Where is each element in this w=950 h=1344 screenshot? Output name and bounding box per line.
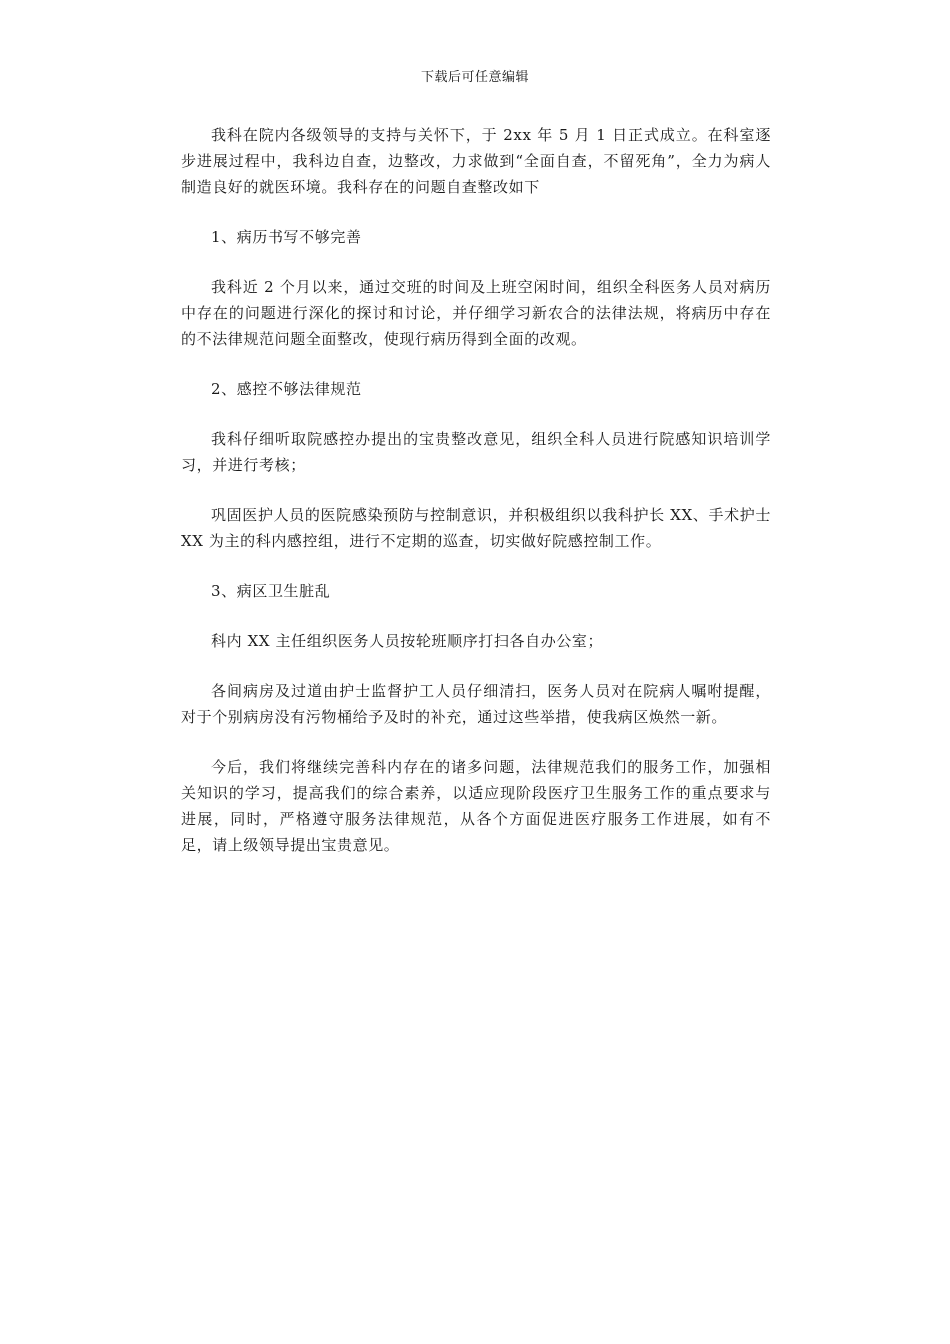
section-2-paragraph: 我科仔细听取院感控办提出的宝贵整改意见，组织全科人员进行院感知识培训学习，并进行考核；	[181, 430, 771, 474]
section-heading-2: 2、感控不够法律规范	[211, 380, 362, 398]
conclusion-paragraph: 今后，我们将继续完善科内存在的诸多问题，法律规范我们的服务工作，加强相关知识的学习，提高我们的综合素养，以适应现阶段医疗卫生服务工作的重点要求与进展，同时，严格遵守服务法律规范，从各个方面促进医疗服务工作进展，如有不足，请上级领导提出宝贵意见。	[181, 758, 771, 854]
section-3-paragraph: 科内 XX 主任组织医务人员按轮班顺序打扫各自办公室；	[211, 632, 604, 650]
section-1-paragraph: 我科近 2 个月以来，通过交班的时间及上班空闲时间，组织全科医务人员对病历中存在的问题进行深化的探讨和讨论，并仔细学习新农合的法律法规，将病历中存在的不法律规范问题全面整改，使现行病历得到全面的改观。	[181, 278, 771, 348]
section-2-paragraph: 巩固医护人员的医院感染预防与控制意识，并积极组织以我科护长 XX、手术护士 XX 为主的科内感控组，进行不定期的巡查，切实做好院感控制工作。	[181, 506, 771, 550]
section-heading-1: 1、病历书写不够完善	[211, 228, 362, 246]
page-header: 下载后可任意编辑	[420, 70, 529, 85]
document-body	[181, 122, 771, 882]
intro-paragraph: 我科在院内各级领导的支持与关怀下，于 2xx 年 5 月 1 日正式成立。在科室逐步进展过程中，我科边自查，边整改，力求做到“全面自查，不留死角”，全力为病人制造良好的就医环境。我科存在的问题自查整改如下	[181, 126, 771, 196]
section-heading-3: 3、病区卫生脏乱	[211, 582, 331, 600]
section-3-paragraph: 各间病房及过道由护士监督护工人员仔细清扫，医务人员对在院病人嘱咐提醒，对于个别病房没有污物桶给予及时的补充，通过这些举措，使我病区焕然一新。	[181, 682, 771, 726]
